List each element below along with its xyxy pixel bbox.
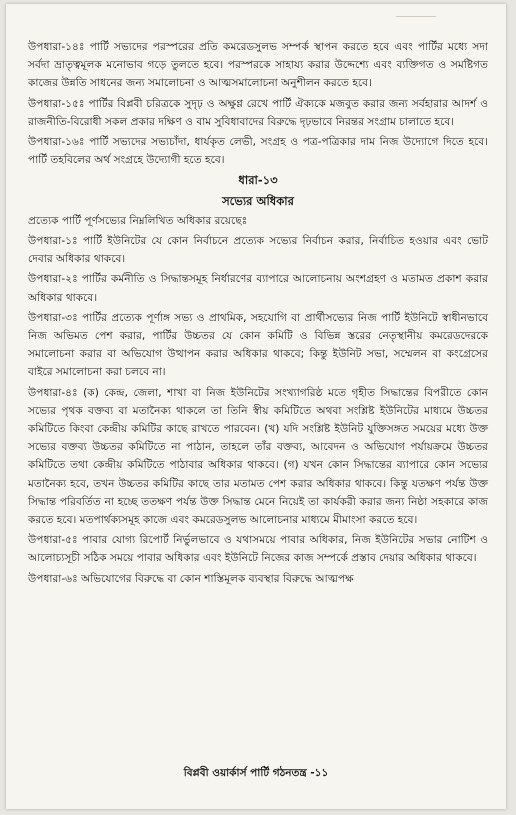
- paragraph-15: উপধারা-১৫ঃ পার্টির বিপ্লবী চরিত্রকে সুদৃঢ় ও অক্ষুণ্ণ রেখে পার্টি ঐক্যকে মজবুত করার জন্য সর্বহারার আদর্শ ও রাজনীতি-বিরোধী সকল প্রকার দক্ষিণ ও বাম সুবিধাবাদের বিরুদ্ধে দৃঢ়ভাবে নিরন্তর সংগ্রাম চালাতে হবে।: [28, 97, 488, 128]
- page-footer: বিপ্লবী ওয়ার্কার্স পার্টি গঠনতন্ত্র -১১: [183, 767, 329, 779]
- page-content: [28, 38, 488, 590]
- right-3: উপধারা-৩ঃ পার্টির প্রত্যেক পূর্ণাঙ্গ সভ্য ও প্রাথমিক, সহযোগি বা প্রার্থীসভ্যের নিজ পার্টি ইউনিটে স্বাধীনভাবে নিজ অভিমত পেশ করার, পার্টির উচ্চতর যে কোন কমিটি ও বিভিন্ন স্তরের নেতৃস্থানীয় কমরেডদেরকে সমালোচনা করার বা অভিযোগ উত্থাপন করার অধিকার থাকবে; কিন্তু ইউনিট সভা, সম্মেলন বা কংগ্রেসের বাইরে সমালোচনা করা চলবে না।: [28, 311, 488, 379]
- right-2: উপধারা-২ঃ পার্টির কর্মনীতি ও সিদ্ধান্তসমূহ নির্ধারণের ব্যাপারে আলোচনায় অংশগ্রহণ ও মতামত প্রকাশ করার অধিকার থাকবে।: [28, 273, 488, 304]
- document-page: [6, 4, 506, 809]
- section-intro: প্রত্যেক পার্টি পূর্ণসভ্যের নিম্নলিখিত অধিকার রয়েছেঃ: [28, 214, 248, 227]
- right-1: উপধারা-১ঃ পার্টি ইউনিটের যে কোন নির্বাচনে প্রত্যেক সভ্যের নির্বাচন করার, নির্বাচিত হওয়ার এবং ভোট দেবার অধিকার থাকবে।: [28, 235, 488, 266]
- paragraph-14: উপধারা-১৪ঃ পার্টি সভ্যদের পরস্পরের প্রতি কমরেডসুলভ সম্পর্ক স্থাপন করতে হবে এবং পার্টির মধ্যে সদা সর্বদা ভ্রাতৃত্বমূলক মনোভাব গড়ে তুলতে হবে। পরস্পরকে সাহায্য করার উদ্দেশ্যে এবং ব্যক্তিগত ও সমষ্টিগত কাজের উন্নতি সাধনের জন্য সমালোচনা ও আত্মসমালোচনা অনুশীলন করতে হবে।: [28, 41, 488, 90]
- section-title: ধারা-১৩: [238, 173, 278, 188]
- right-4: উপধারা-৪ঃ (ক) কেন্দ্র, জেলা, শাখা বা নিজ ইউনিটের সংখ্যাগরিষ্ঠ মতে গৃহীত সিদ্ধান্তের বিপরীতে কোন সভ্যের পৃথক বক্তব্য বা মতানৈক্য থাকলে তা তিনি স্বীয় কমিটিতে অথবা সংশ্লিষ্ট ইউনিটের মাধ্যমে উচ্চতর কমিটিতে কিংবা কেন্দ্রীয় কমিটির কাছে রাখতে পারবেন। (খ) যদি সংশ্লিষ্ট ইউনিট যুক্তিসঙ্গত সময়ের মধ্যে উক্ত সভ্যের বক্তব্য উচ্চতর কমিটিতে না পাঠান, তাহলে তাঁর বক্তব্য, আবেদন ও অভিযোগ পর্যায়ক্রমে উচ্চতর কমিটিতে তথা কেন্দ্রীয় কমিটিতে পাঠাবার অধিকার থাকবে। (গ) যখন কোন সিদ্ধান্তের ব্যাপারে কোন সভ্যের মতানৈক্য হবে, তখন উচ্চতর কমিটির কাছে তার মতামত পেশ করার অধিকার থাকবে। কিন্তু যতক্ষণ পর্যন্ত উক্ত সিদ্ধান্ত পরিবর্তিত না হচ্ছে ততক্ষণ পর্যন্ত উক্ত সিদ্ধান্ত মেনে নিয়েই তা কার্যকরী করার জন্য নিষ্ঠা সহকারে কাজ করতে হবে। মতপার্থক্যসমূহ কাজে এবং কমরেডসুলভ আলোচনার মাধ্যমে মীমাংসা করতে হবে।: [28, 386, 488, 527]
- page-mark: [396, 16, 436, 27]
- right-5: উপধারা-৫ঃ পাবার যোগ্য রিপোর্ট নির্ভুলভাবে ও যথাসময়ে পাবার অধিকার, নিজ ইউনিটের সভার নোটিশ ও আলোচ্যসূচী সঠিক সময়ে পাবার অধিকার এবং ইউনিটে নিজের কাজ সম্পর্কে প্রস্তাব দেয়ার অধিকার থাকবে।: [28, 534, 488, 565]
- right-6: উপধারা-৬ঃ অভিযোগের বিরুদ্ধে বা কোন শাস্তিমূলক ব্যবস্থার বিরুদ্ধে আত্মপক্ষ: [28, 572, 354, 585]
- paragraph-16: উপধারা-১৬ঃ পার্টি সভ্যদের সভ্যচাঁদা, ধার্যকৃত লেভী, সংগ্রহ ও পত্র-পত্রিকার দাম নিজ উদ্যোগে দিতে হবে। পার্টি তহবিলের অর্থ সংগ্রহে উদ্যোগী হতে হবে।: [28, 136, 488, 167]
- section-heading: সভ্যের অধিকার: [222, 193, 294, 208]
